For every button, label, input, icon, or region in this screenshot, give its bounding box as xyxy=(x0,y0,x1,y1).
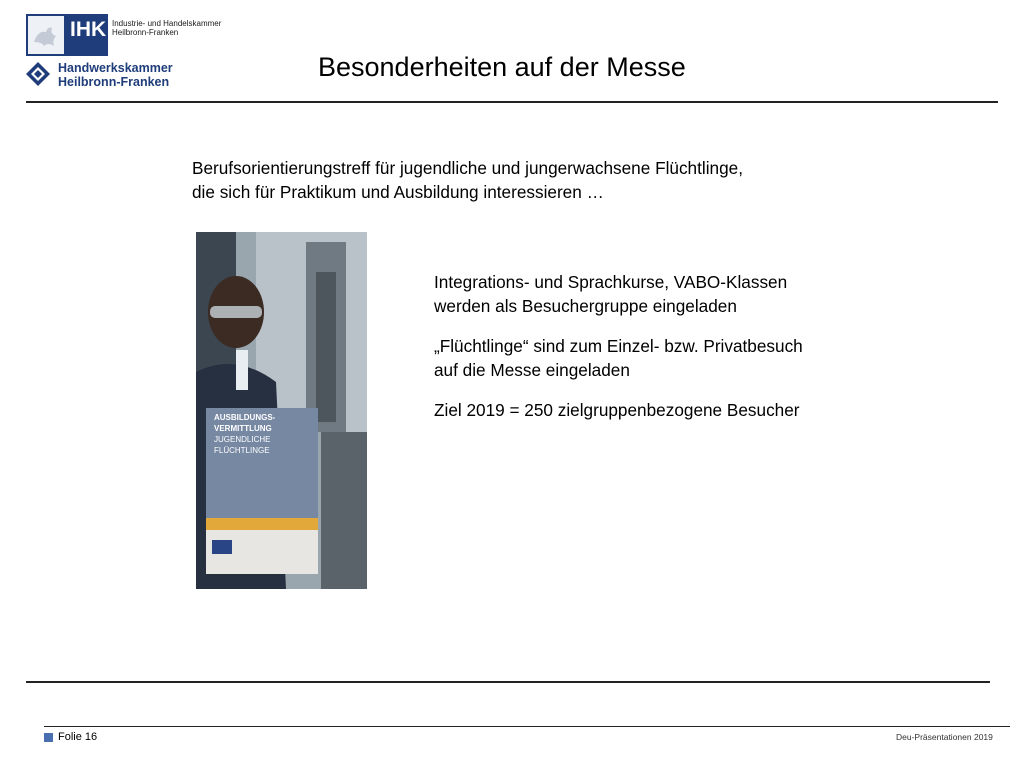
flyer-photo xyxy=(196,232,367,589)
intro-line2: die sich für Praktikum und Ausbildung interessieren … xyxy=(192,182,604,202)
flyer-title-line1: AUSBILDUNGS- xyxy=(214,413,276,422)
flyer-title xyxy=(214,412,275,434)
ihk-eagle-icon xyxy=(28,16,64,54)
hwk-name-line1: Handwerkskammer xyxy=(58,61,173,75)
bullet-2-line2: auf die Messe eingeladen xyxy=(434,360,630,380)
footer-divider-top xyxy=(26,681,990,683)
ihk-logo-text: IHK xyxy=(70,18,107,41)
ihk-logo xyxy=(26,14,222,56)
ihk-name-line1: Industrie- und Handelskammer xyxy=(112,19,222,28)
intro-text xyxy=(192,156,743,204)
header-divider xyxy=(26,101,998,103)
bullet-2-line1: „Flüchtlinge“ sind zum Einzel- bzw. Privatbesuch xyxy=(434,336,803,356)
flyer xyxy=(206,408,318,574)
intro-line1: Berufsorientierungstreff für jugendliche und jungerwachsene Flüchtlinge, xyxy=(192,158,743,178)
ihk-name xyxy=(112,19,222,37)
bullet-3-line1: Ziel 2019 = 250 zielgruppenbezogene Besucher xyxy=(434,400,800,420)
bullet-1-line2: werden als Besuchergruppe eingeladen xyxy=(434,296,737,316)
hwk-name-line2: Heilbronn-Franken xyxy=(58,75,170,89)
footer-divider-bottom xyxy=(44,726,1010,727)
bullet-1-line1: Integrations- und Sprachkurse, VABO-Klassen xyxy=(434,272,788,292)
hwk-logo xyxy=(26,60,176,90)
flyer-sub-line1: JUGENDLICHE xyxy=(214,435,271,444)
flyer-subtitle xyxy=(214,434,270,456)
hwk-logo-icon xyxy=(26,62,50,86)
flyer-title-line2: VERMITTLUNG xyxy=(214,424,272,433)
bullet-list xyxy=(434,270,803,438)
ihk-name-line2: Heilbronn-Franken xyxy=(112,28,179,37)
bullet-item xyxy=(434,334,803,382)
bullet-item xyxy=(434,398,803,422)
page-title: Besonderheiten auf der Messe xyxy=(318,52,686,82)
slide-number: Folie 16 xyxy=(58,731,98,743)
flyer-footer xyxy=(206,530,318,574)
flyer-orange-band xyxy=(206,518,318,530)
flyer-ihk-logo-icon xyxy=(212,540,232,554)
hwk-name xyxy=(58,61,173,89)
footer-marker-icon xyxy=(44,733,53,742)
flyer-sub-line2: FLÜCHTLINGE xyxy=(214,446,270,455)
footer-right-text: Deu-Präsentationen 2019 xyxy=(896,732,993,742)
bullet-item xyxy=(434,270,803,318)
